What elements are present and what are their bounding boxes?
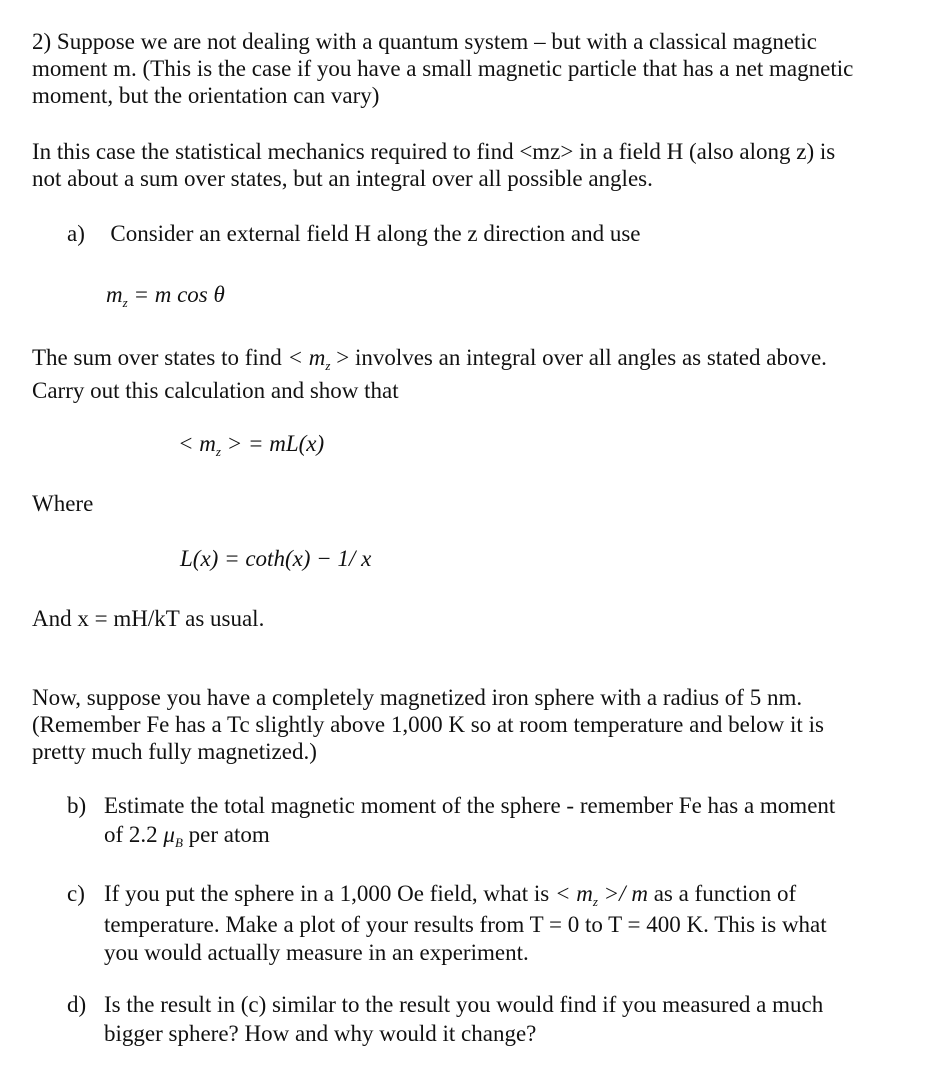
sum-states-paragraph <box>32 341 827 407</box>
eq-result-rhs: > = mL(x) <box>220 431 325 456</box>
mu-sub: B <box>174 835 183 850</box>
part-c-m: < m <box>554 881 593 906</box>
part-c-sub: z <box>592 894 598 909</box>
part-b <box>67 791 835 849</box>
part-a <box>67 220 640 247</box>
intro-line-3: moment, but the orientation can vary) <box>32 83 380 108</box>
eq-mz-lhs: m <box>106 282 123 307</box>
part-c-line2: temperature. Make a plot of your results from T = 0 to T = 400 K. This is what <box>104 912 827 937</box>
equation-mz <box>106 281 225 308</box>
stat-mech-line-2: not about a sum over states, but an integral over all possible angles. <box>32 166 653 191</box>
where-text: Where <box>32 491 94 516</box>
part-a-label: a) <box>67 221 85 246</box>
part-c-line1c: as a function of <box>653 881 797 906</box>
where-label <box>32 490 93 517</box>
iron-line-1: Now, suppose you have a completely magnetized iron sphere with a radius of 5 nm. <box>32 685 803 710</box>
sum-states-line2: Carry out this calculation and show that <box>32 378 399 403</box>
eq-result-lhs: < m <box>178 431 216 456</box>
stat-mech-line-1: In this case the statistical mechanics required to find <mz> in a field H (also along z) is <box>32 139 836 164</box>
equation-langevin <box>180 545 371 572</box>
intro-line-1: 2) Suppose we are not dealing with a quantum system – but with a classical magnetic <box>32 29 818 54</box>
sum-states-sub: z <box>325 358 331 373</box>
part-c <box>67 878 827 968</box>
part-d-line1: Is the result in (c) similar to the result you would find if you measured a much <box>104 992 824 1017</box>
part-d-line2: bigger sphere? How and why would it change? <box>104 1021 537 1046</box>
part-b-label: b) <box>67 793 87 818</box>
part-c-line3: you would actually measure in an experiment. <box>104 940 529 965</box>
part-d-label: d) <box>67 992 87 1017</box>
mu-symbol: μ <box>163 822 175 847</box>
part-c-over-m: >/ m <box>597 881 648 906</box>
intro-line-2: moment m. (This is the case if you have a small magnetic particle that has a net magnetic <box>32 56 854 81</box>
part-b-line1: Estimate the total magnetic moment of the sphere - remember Fe has a moment <box>104 793 836 818</box>
intro-paragraph <box>32 28 853 109</box>
iron-line-2: (Remember Fe has a Tc slightly above 1,000 K so at room temperature and below it is <box>32 712 824 737</box>
x-definition-text: And x = mH/kT as usual. <box>32 606 265 631</box>
part-a-text: Consider an external field H along the z direction and use <box>110 221 641 246</box>
part-b-line2a: of 2.2 <box>104 822 158 847</box>
eq-mz-rhs: = m cos θ <box>133 282 225 307</box>
langevin-text: L(x) = coth(x) − 1/ x <box>180 546 372 571</box>
eq-result-sub: z <box>215 444 221 459</box>
x-definition <box>32 605 264 632</box>
sum-states-line1b: > involves an integral over all angles as stated above. <box>330 345 827 370</box>
part-d <box>67 990 823 1048</box>
part-c-line1a: If you put the sphere in a 1,000 Oe field, what is <box>104 881 550 906</box>
eq-mz-sub: z <box>122 295 128 310</box>
part-c-label: c) <box>67 881 85 906</box>
iron-paragraph <box>32 684 824 765</box>
equation-result <box>178 430 324 457</box>
iron-line-3: pretty much fully magnetized.) <box>32 739 317 764</box>
sum-states-line1a: The sum over states to find <box>32 345 282 370</box>
part-b-line2b: per atom <box>188 822 270 847</box>
stat-mech-paragraph <box>32 138 835 192</box>
sum-states-m: < m <box>287 345 326 370</box>
